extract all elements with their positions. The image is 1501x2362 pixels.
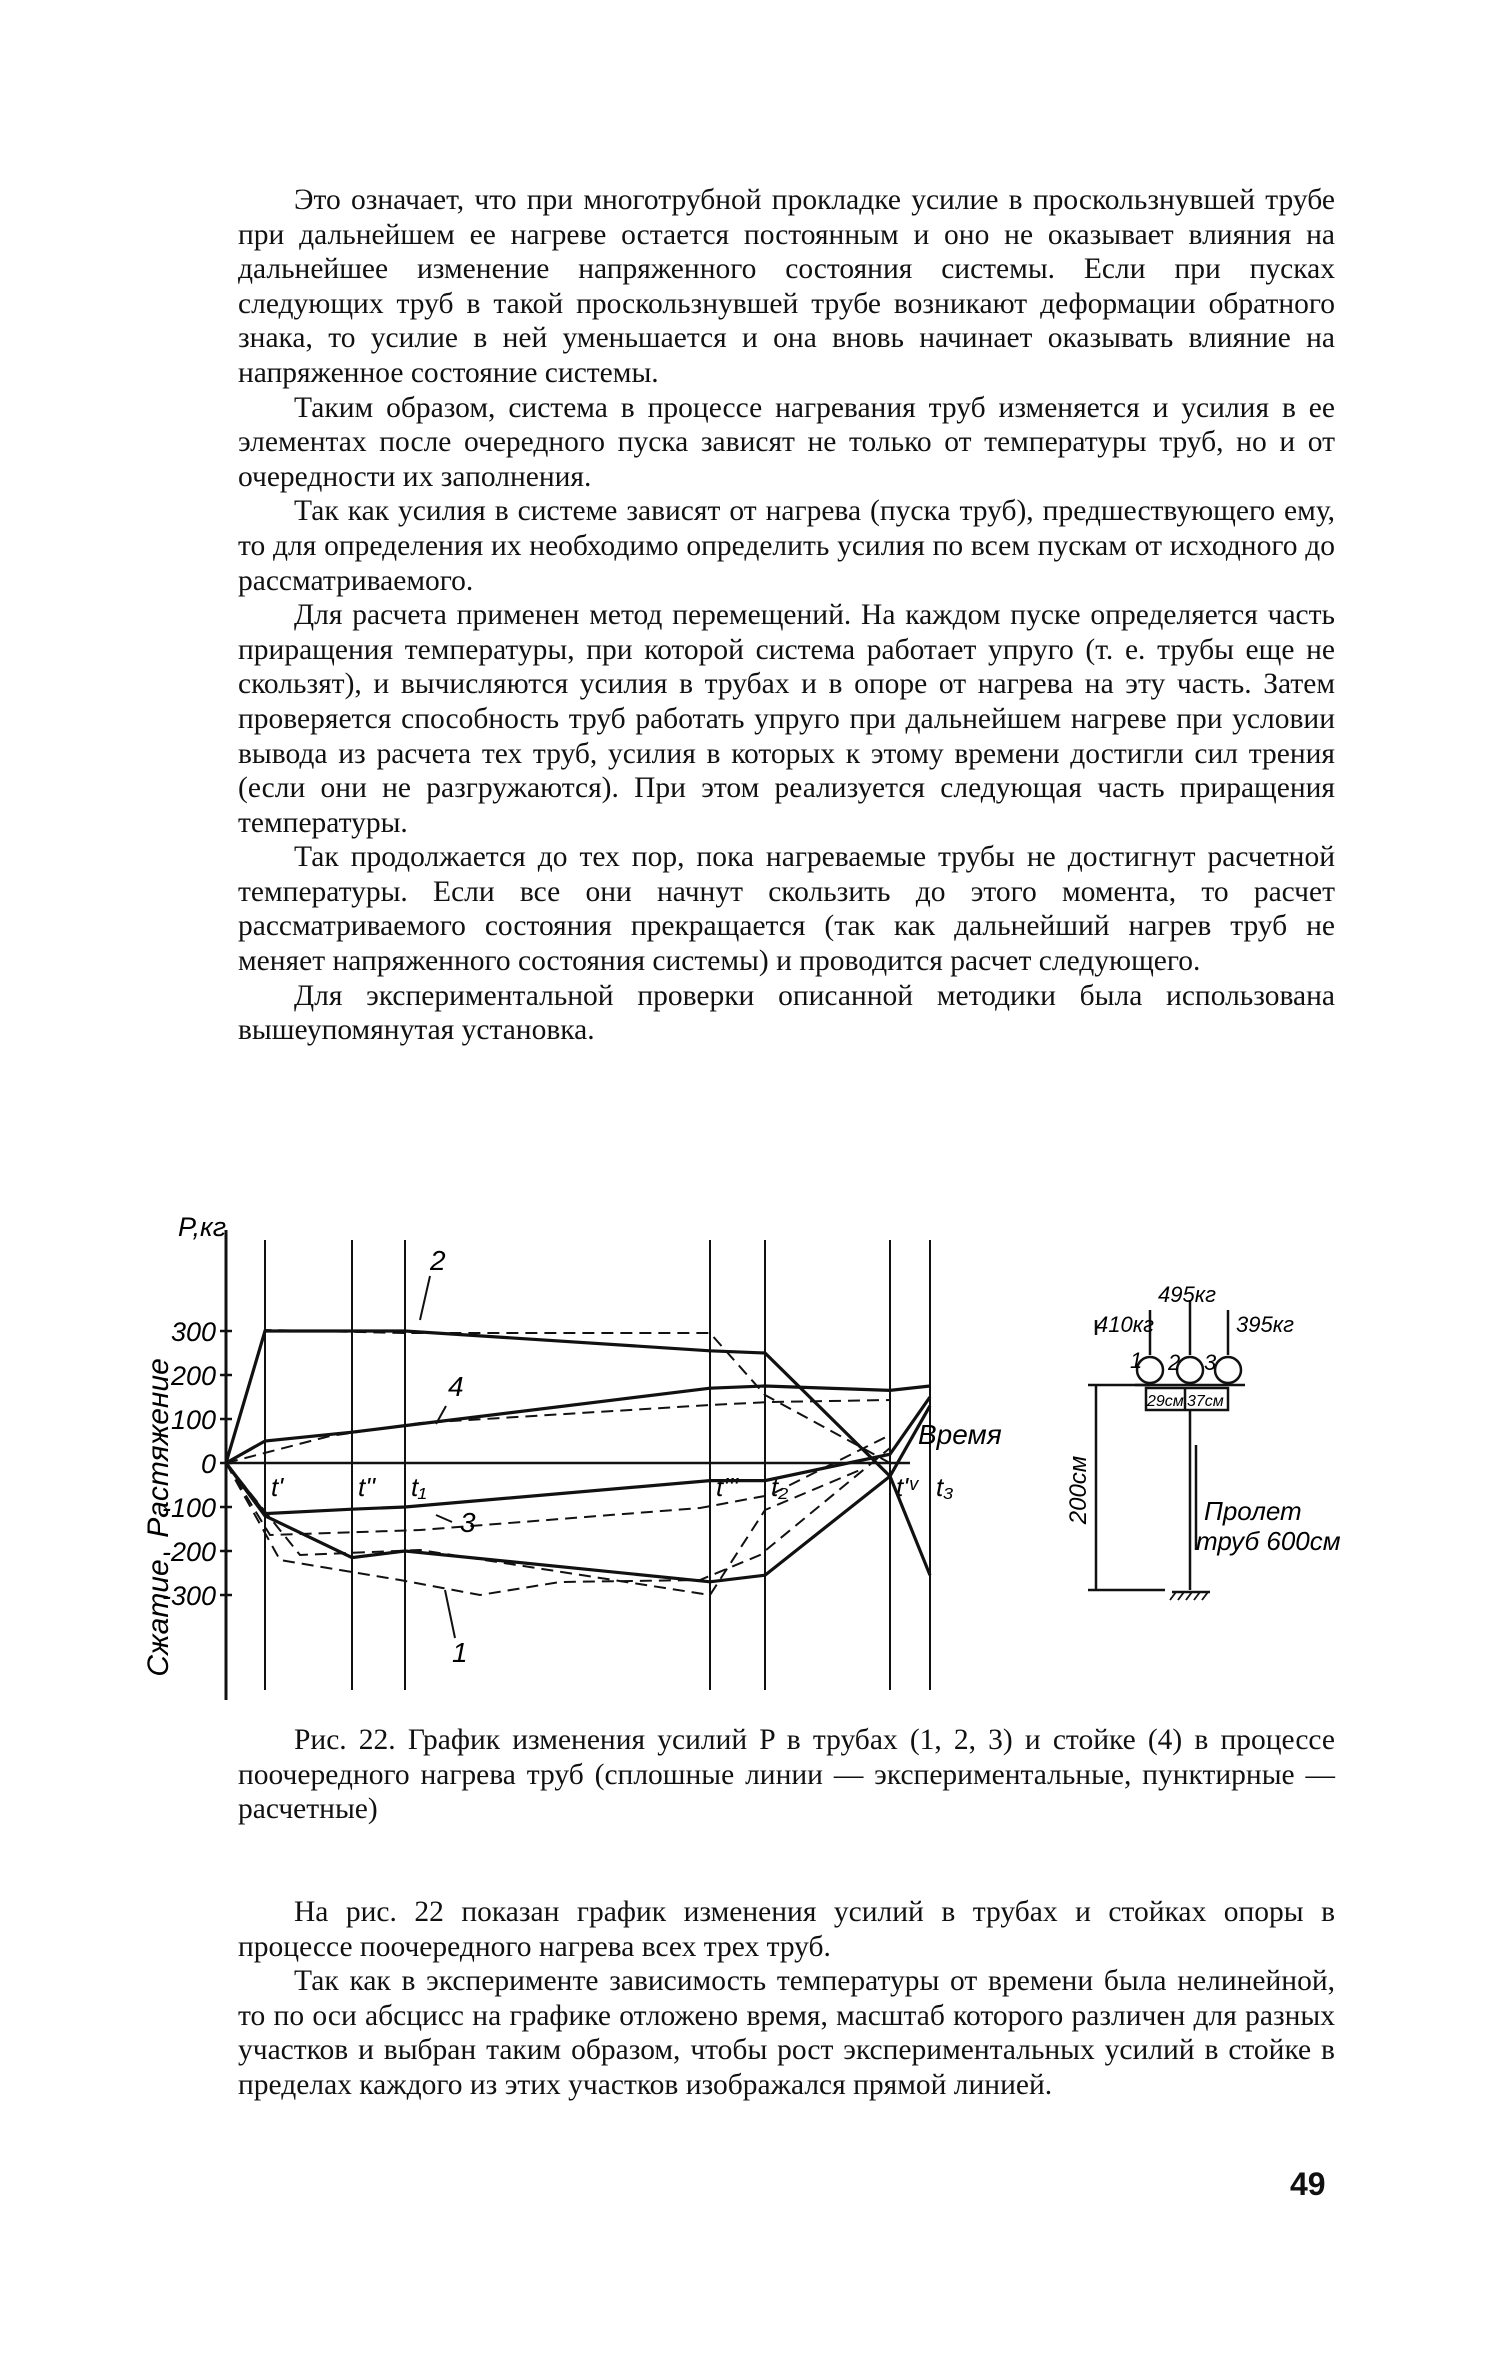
y-axis-unit: P,кг (178, 1212, 227, 1242)
figure-caption (238, 1723, 1335, 1827)
load-label-3: 395кг (1236, 1312, 1294, 1337)
curve-label-4: 4 (448, 1371, 464, 1402)
time-mark-label: t''' (716, 1472, 739, 1502)
exp-curve-1 (226, 1406, 930, 1582)
y-tick-label: 100 (170, 1405, 216, 1435)
load-label-1: 410кг (1096, 1312, 1154, 1337)
paragraph: Таким образом, система в процессе нагревания труб изменяется и усилия в ее элементах после очередного пуска зависят не только от температуры труб, но и от очередности их заполнения. (238, 391, 1335, 493)
curve-label-1: 1 (452, 1637, 468, 1668)
time-mark-label: t₂ (771, 1472, 789, 1502)
x-time-marks (265, 1240, 954, 1690)
time-mark-label: t' (271, 1472, 284, 1502)
curve-label-3-leader (436, 1515, 452, 1522)
paragraph: Это означает, что при многотрубной прокладке усилие в проскользнувшей трубе при дальнейшем ее нагреве остается постоянным и оно не оказывает влияния на дальнейшее изменение напряженного состояния системы. Если при пусках следующих труб в такой проскользнувшей трубе возникают деформации обратного знака, то усилие в ней уменьшается и она вновь начинает оказывать влияние на напряженное состояние системы. (238, 184, 1335, 389)
time-mark-label: t₁ (411, 1472, 427, 1502)
y-tick-label: -100 (161, 1493, 216, 1523)
paragraph: Так как усилия в системе зависят от нагрева (пуска труб), предшествующего ему, то для определения их необходимо определить усилия по всем пускам от исходного до рассматриваемого. (238, 495, 1335, 597)
paragraph: Для расчета применен метод перемещений. На каждом пуске определяется часть приращения температуры, при которой система работает упруго (т. е. трубы еще не скользят), и вычисляются усилия в трубах и в опоре от нагрева на эту часть. Затем проверяется способность труб работать упруго при дальнейшем нагреве при условии вывода из расчета тех труб, усилия в которых к этому времени достигли сил трения (если они не разгружаются). При этом реализуется следующая часть приращения температуры. (238, 599, 1335, 839)
pipe-number-1: 1 (1130, 1348, 1143, 1373)
body-text-bottom (238, 1895, 1335, 2103)
y-tick-label: -200 (161, 1537, 216, 1567)
caption-prefix: Рис. 22. (294, 1724, 396, 1756)
y-tick-label: -300 (161, 1581, 216, 1611)
calc-curve-1 (226, 1448, 890, 1595)
paragraph: На рис. 22 показан график изменения усилий в трубах и стойках опоры в процессе поочередного нагрева всех трех труб. (238, 1896, 1335, 1963)
calc-curve-3 (226, 1435, 890, 1535)
paragraph: Так как в эксперименте зависимость температуры от времени была нелинейной, то по оси абсцисс на графике отложено время, масштаб которого различен для разных участков и выбран таким образом, чтобы рост экспериментальных усилий в стойке в пределах каждого из этих участков изображался прямой линией. (238, 1965, 1335, 2101)
time-mark-label: t₃ (936, 1472, 954, 1502)
exp-curve-4 (226, 1386, 930, 1463)
y-tick-label: 200 (170, 1361, 216, 1391)
time-mark-label: t'' (358, 1472, 376, 1502)
curve-label-2: 2 (430, 1245, 446, 1276)
body-text-top (238, 183, 1335, 1048)
x-axis-label: Время (918, 1419, 1002, 1450)
figure-22 (0, 1210, 1501, 1710)
span-label-line2: труб 600см (1196, 1526, 1341, 1556)
curve-label-3: 3 (460, 1507, 476, 1538)
spacing-label-2: 37см (1187, 1393, 1224, 1410)
load-label-2: 495кг (1158, 1282, 1216, 1307)
height-label: 200см (1065, 1455, 1092, 1525)
pipe-3 (1215, 1357, 1241, 1383)
experimental-curves (226, 1331, 930, 1582)
calc-curve-2 (226, 1330, 890, 1463)
paragraph: Для экспериментальной проверки описанной методики была использована вышеупомянутая установка. (238, 979, 1335, 1047)
paragraph: Так продолжается до тех пор, пока нагреваемые трубы не достигнут расчетной температуры. Если все они начнут скользить до этого момента, то расчет рассматриваемого состояния прекращается (так как дальнейший нагрев труб не меняет напряженного состояния системы) и проводится расчет следующего. (238, 841, 1335, 978)
span-label-line1: Пролет (1204, 1496, 1302, 1526)
pipe-number-2: 2 (1168, 1350, 1181, 1375)
curve-label-1-leader (445, 1590, 455, 1638)
caption-text: График изменения усилий P в трубах (1, 2, 3) и стойке (4) в процессе поочередного нагрева труб (сплошные линии — экспериментальные, пунктирные — расчетные) (238, 1724, 1335, 1826)
page-number: 49 (1290, 2166, 1326, 2202)
y-tick-label: 0 (200, 1449, 216, 1479)
y-label-tension: Растяжение (142, 1358, 175, 1538)
time-mark-label: t'ᵛ (896, 1472, 918, 1502)
curve-label-2-leader (420, 1276, 430, 1320)
pipe-number-3: 3 (1204, 1350, 1217, 1375)
exp-curve-2 (226, 1331, 930, 1575)
spacing-label-1: 29см (1147, 1393, 1184, 1410)
pipe-2 (1177, 1357, 1203, 1383)
y-label-compression: Сжатие (142, 1559, 175, 1677)
y-tick-label: 300 (170, 1317, 216, 1347)
exp-curve-3 (226, 1397, 930, 1514)
